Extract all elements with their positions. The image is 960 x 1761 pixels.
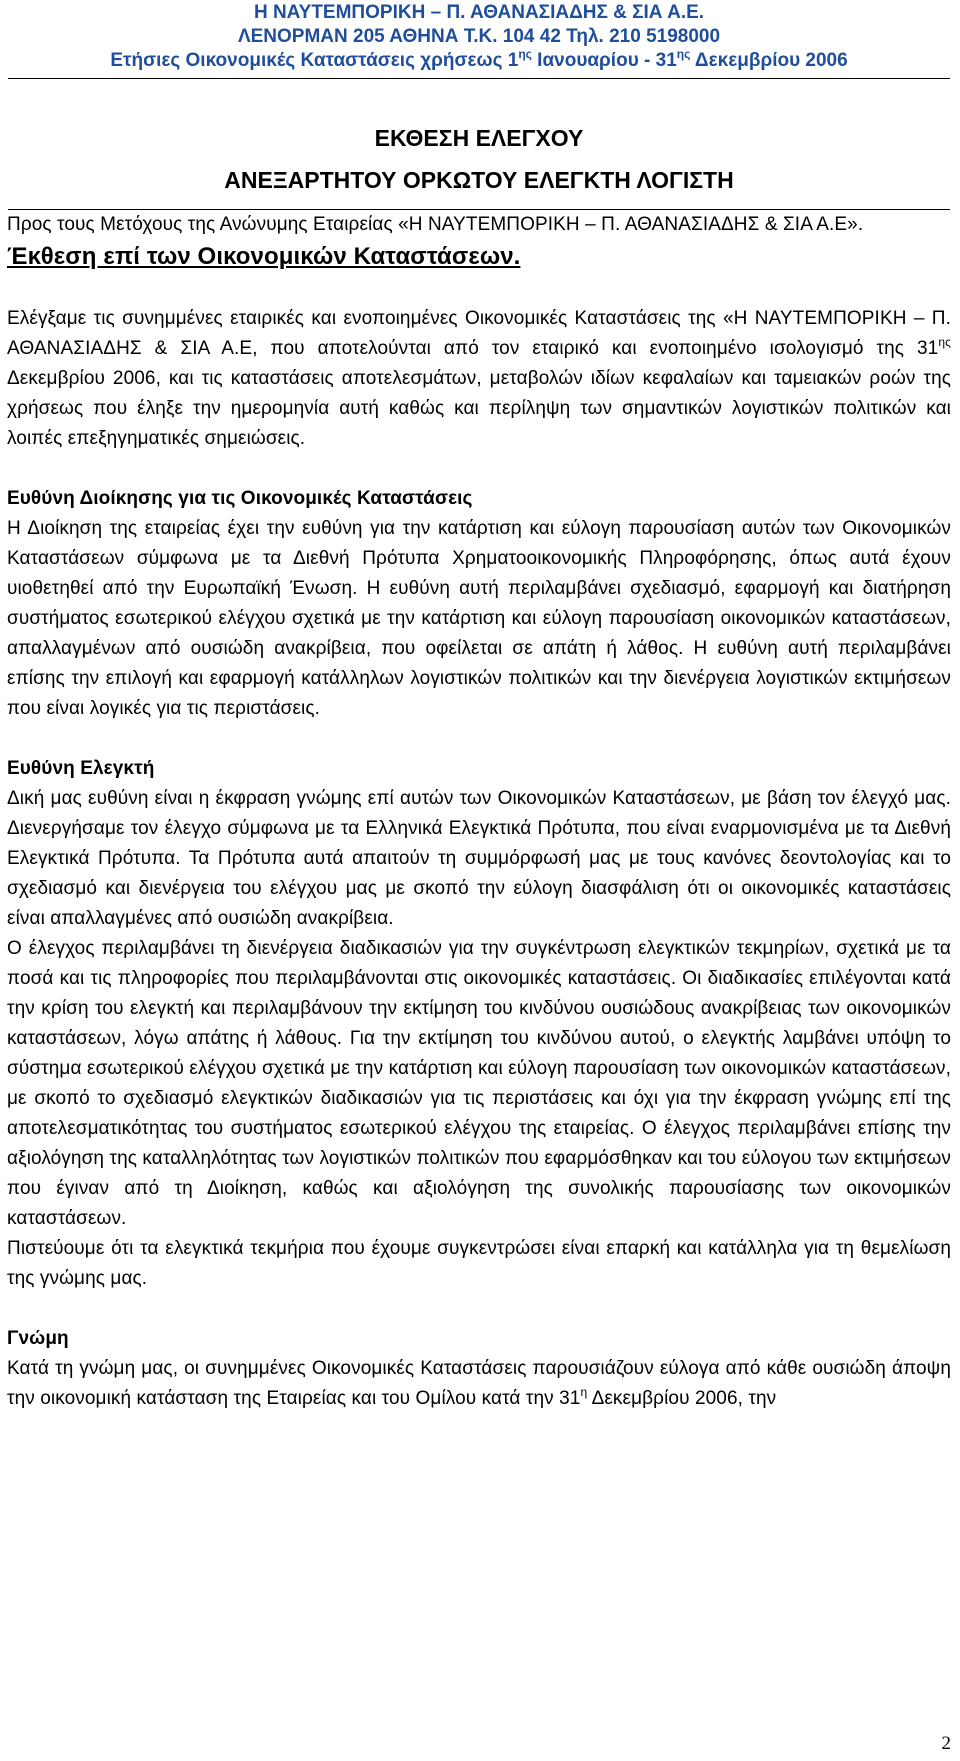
- header-divider: [8, 78, 950, 79]
- document-page: [7, 0, 951, 1414]
- auditor-paragraph-1: Δική μας ευθύνη είναι η έκφραση γνώμης επί αυτών των Οικονομικών Καταστάσεων, με βάση τον έλεγχό μας. Διενεργήσαμε τον έλεγχο σύμφωνα με τα Ελληνικά Ελεγκτικά Πρότυπα, που είναι εναρμονισμένα με τα Διεθνή Ελεγκτικά Πρότυπα. Τα Πρότυπα αυτά απαιτούν τη συμμόρφωσή μας με τους κανόνες δεοντολογίας και το σχεδιασμό και διενέργεια του ελέγχου μας με σκοπό την εύλογη διασφάλιση ότι οι οικονομικές καταστάσεις είναι απαλλαγμένες από ουσιώδη ανακρίβεια.: [7, 788, 951, 929]
- auditor-paragraph-2: Ο έλεγχος περιλαμβάνει τη διενέργεια διαδικασιών για την συγκέντρωση ελεγκτικών τεκμηρίων, σχετικά με τα ποσά και τις πληροφορίες που περιλαμβάνονται στις οικονομικές καταστάσεις. Οι διαδικασίες επιλέγονται κατά την κρίση του ελεγκτή και περιλαμβάνουν την εκτίμηση του κινδύνου ουσιώδους ανακρίβειας των οικονομικών καταστάσεων, λόγω απάτης ή λάθους. Για την εκτίμηση του κινδύνου αυτού, ο ελεγκτής λαμβάνει υπόψη το σύστημα εσωτερικού ελέγχου σχετικά με την κατάρτιση και εύλογη παρουσίαση των οικονομικών καταστάσεων, με σκοπό το σχεδιασμό ελεγκτικών διαδικασιών για τις περιστάσεις και όχι για την έκφραση γνώμης επί της αποτελεσματικότητας του συστήματος εσωτερικού ελέγχου της εταιρείας. Ο έλεγχος περιλαμβάνει επίσης την αξιολόγηση της καταλληλότητας των λογιστικών πολιτικών που εφαρμόσθηκαν και του εύλογου των εκτιμήσεων που έγιναν από τη Διοίκηση, καθώς και αξιολόγηση της συνολικής παρουσίασης των οικονομικών καταστάσεων.: [7, 938, 951, 1229]
- management-heading: Ευθύνη Διοίκησης για τις Οικονομικές Καταστάσεις: [7, 488, 473, 509]
- management-paragraph: Η Διοίκηση της εταιρείας έχει την ευθύνη για την κατάρτιση και εύλογη παρουσίαση αυτών των Οικονομικών Καταστάσεων σύμφωνα με τα Διεθνή Πρότυπα Χρηματοοικονομικής Πληροφόρησης, όπως αυτά έχουν υιοθετηθεί από την Ευρωπαϊκή Ένωση. Η ευθύνη αυτή περιλαμβάνει σχεδιασμό, εφαρμογή και διατήρηση συστήματος εσωτερικού ελέγχου σχετικά με την κατάρτιση και εύλογη παρουσίαση οικονομικών καταστάσεων, απαλλαγμένων από ουσιώδη ανακρίβεια, που οφείλεται σε απάτη ή λάθος. Η ευθύνη αυτή περιλαμβάνει επίσης την επιλογή και εφαρμογή κατάλληλων λογιστικών πολιτικών και την διενέργεια λογιστικών εκτιμήσεων που είναι λογικές για τις περιστάσεις.: [7, 518, 951, 719]
- report-title: ΕΚΘΕΣΗ ΕΛΕΓΧΟΥ: [374, 125, 584, 151]
- opinion-heading: Γνώμη: [7, 1328, 69, 1349]
- auditor-heading: Ευθύνη Ελεγκτή: [7, 758, 155, 779]
- intro-paragraph: Ελέγξαμε τις συνημμένες εταιρικές και ενοποιημένες Οικονομικές Καταστάσεις της «Η ΝΑΥΤΕΜΠΟΡΙΚΗ – Π. ΑΘΑΝΑΣΙΑΔΗΣ & ΣΙΑ Α.Ε, που αποτελούνται από τον εταιρικό και ενοποιημένο ισολογισμό της $31^{\eta\varsigma}$ Δεκεμβρίου 2006, και τις καταστάσεις αποτελεσμάτων, μεταβολών ιδίων κεφαλαίων και ταμειακών ροών της χρήσεως που έληξε την ημερομηνία αυτή καθώς και περίληψη των σημαντικών λογιστικών πολιτικών και λοιπές επεξηγηματικές σημειώσεις.: [7, 308, 951, 449]
- header-company-name: Η ΝΑΥΤΕΜΠΟΡΙΚΗ – Π. ΑΘΑΝΑΣΙΑΔΗΣ & ΣΙΑ Α.Ε.: [253, 2, 705, 23]
- header-address: ΛΕΝΟΡΜΑΝ 205 ΑΘΗΝΑ Τ.Κ. 104 42 Τηλ. 210 5198000: [237, 26, 721, 47]
- page-header: [7, 0, 951, 73]
- opinion-paragraph: Κατά τη γνώμη μας, οι συνημμένες Οικονομικές Καταστάσεις παρουσιάζουν εύλογα από κάθε ουσιώδη άποψη την οικονομική κατάσταση της Εταιρείας και του Ομίλου κατά την $31^\eta$ Δεκεμβρίου 2006, την: [7, 1358, 951, 1409]
- addressee: Προς τους Μετόχους της Ανώνυμης Εταιρείας «Η ΝΑΥΤΕΜΠΟΡΙΚΗ – Π. ΑΘΑΝΑΣΙΑΔΗΣ & ΣΙΑ Α.Ε».: [7, 214, 864, 235]
- report-subtitle: ΑΝΕΞΑΡΤΗΤΟΥ ΟΡΚΩΤΟΥ ΕΛΕΓΚΤΗ ΛΟΓΙΣΤΗ: [224, 167, 734, 193]
- report-body: [7, 210, 951, 1414]
- page-number: 2: [941, 1733, 951, 1754]
- header-period: Ετήσιες Οικονομικές Καταστάσεις χρήσεως $1^{\eta\varsigma}$ Ιανουαρίου - $31^{\eta\varsigma}$ Δεκεμβρίου 2006: [110, 46, 848, 71]
- auditor-paragraph-3: Πιστεύουμε ότι τα ελεγκτικά τεκμήρια που έχουμε συγκεντρώσει είναι επαρκή και κατάλληλα για τη θεμελίωση της γνώμης μας.: [7, 1238, 951, 1289]
- report-heading: Έκθεση επί των Οικονομικών Καταστάσεων.: [7, 243, 521, 270]
